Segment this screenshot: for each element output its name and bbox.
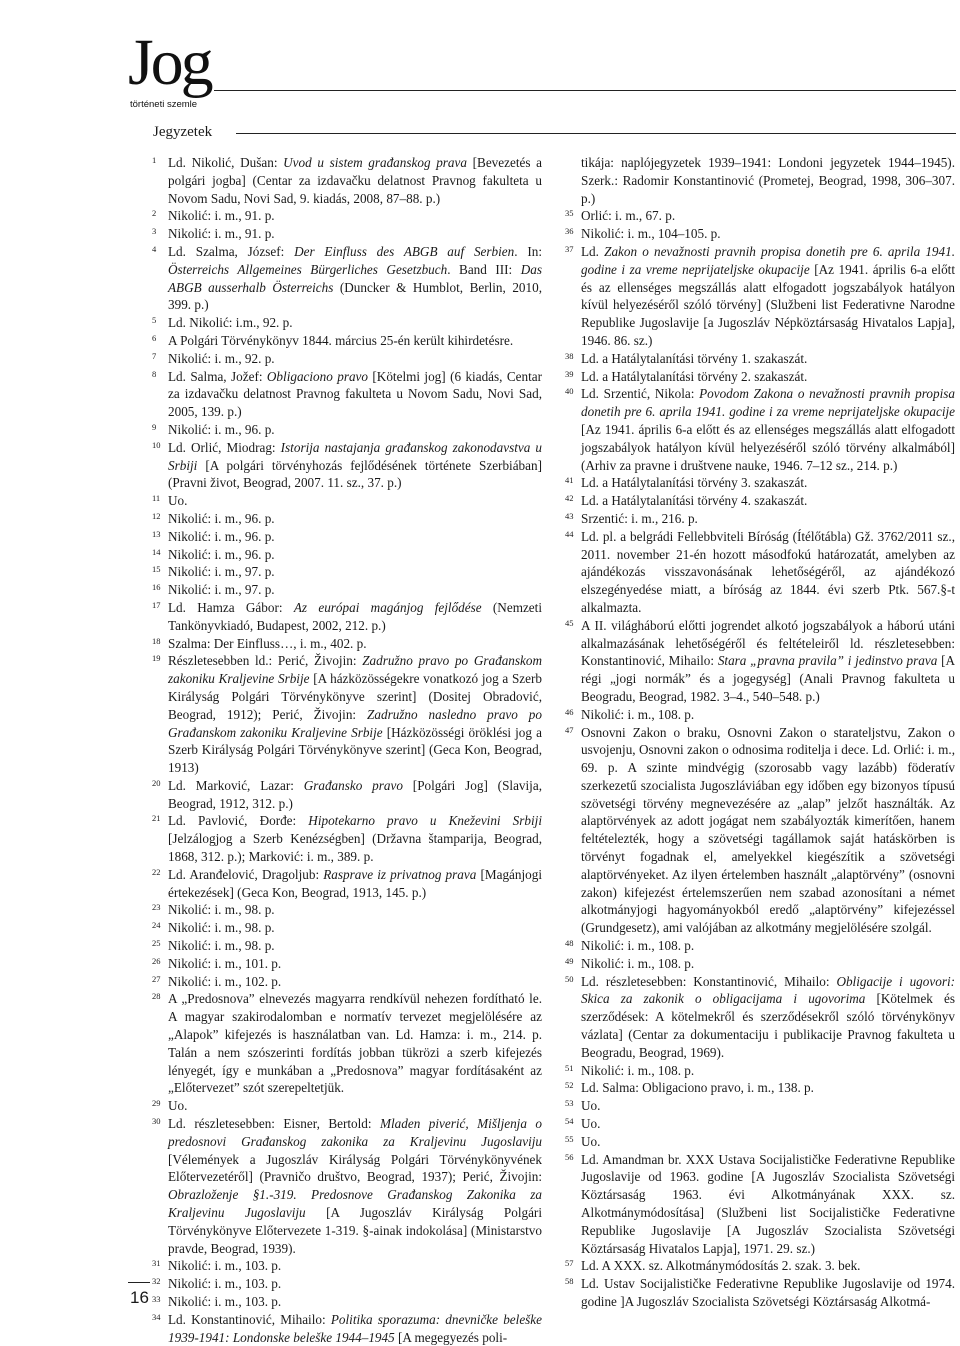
footnote-number: 6	[152, 332, 157, 343]
footnote-text: Uo.	[581, 1116, 601, 1132]
footnote-text: Nikolić: i. m., 108. p.	[581, 938, 695, 954]
footnote	[152, 635, 542, 653]
footnote	[152, 777, 542, 813]
footnote-text: Uo.	[168, 493, 188, 509]
footnote	[565, 510, 955, 528]
footnote	[565, 1151, 955, 1258]
footnote-text: Ld. pl. a belgrádi Fellebbviteli Bíróság (Ítélőtábla) Gž. 3762/2011 sz., 2011. november 21-én hozott másodfokú határozatát, amelyben az ajándékozás visszavonásának lehetőségéről, az ajándékozó elszegényedése miatt, a bíróság az 1844. évi szerb Ptk. 567.§-t alkalmazta.	[581, 528, 955, 615]
footnote-number: 39	[565, 368, 574, 379]
footnote-number: 11	[152, 493, 161, 504]
footnote	[565, 350, 955, 368]
footnote-text: Ld. Zakon o nevažnosti pravnih propisa donetih pre 6. aprila 1941. godine i za vreme neprijateljske okupacije [Az 1941. április 6-a előtt és az ellenséges megszállás alatt elfogadott jogszabályok hatályon kívül helyezéséről szóló törvény] (Službeni list Federativne Narodne Republike Jugoslavije [a Jugoszláv Népköztársaság Hivatalos Lapja], 1946. 86. sz.)	[581, 243, 955, 348]
footnote	[152, 919, 542, 937]
footnote-text: Ld. Amandman br. XXX Ustava Socijalističke Federativne Republike Jugoslavije od 1963. godine [A Jugoszláv Szocialista Szövetségi Köztársaság 1963. évi Alkotmányának XXX. sz. Alkotmánymódosítása] (Službeni list Socijalističke Federativne Republike Jugoslavije [A Jugoszláv Szocialista Szövetségi Köztársaság Hivatalos Lapja], 1971. 29. sz.)	[581, 1151, 955, 1256]
footnote-text: Nikolić: i. m., 101. p.	[168, 955, 282, 971]
footnote-number: 30	[152, 1116, 161, 1127]
footnote-number: 49	[565, 955, 574, 966]
footnote-number: 36	[565, 226, 574, 237]
footnote-number: 35	[565, 208, 574, 219]
journal-logo-title: Jog	[128, 26, 211, 99]
footnote-number: 21	[152, 813, 161, 824]
footnote	[152, 812, 542, 865]
footnote	[152, 314, 542, 332]
footnote-number: 2	[152, 208, 157, 219]
footnote	[152, 1311, 542, 1346]
footnote-text: Nikolić: i. m., 92. p.	[168, 350, 275, 366]
footnote	[565, 207, 955, 225]
footnote	[565, 1097, 955, 1115]
footnote-number: 37	[565, 243, 574, 254]
journal-masthead	[128, 26, 248, 110]
footnote-number: 34	[152, 1311, 161, 1322]
footnote-text: Ld. a Hatálytalanítási törvény 2. szakaszát.	[581, 368, 808, 384]
footnote	[565, 1257, 955, 1275]
footnote-number: 24	[152, 920, 161, 931]
footnote-text: Ld. a Hatálytalanítási törvény 4. szakaszát.	[581, 493, 808, 509]
footnote-text: Nikolić: i. m., 98. p.	[168, 920, 275, 936]
footnote-text: Orlić: i. m., 67. p.	[581, 208, 676, 224]
footnote	[565, 955, 955, 973]
footnote-text: Nikolić: i. m., 91. p.	[168, 208, 275, 224]
footnote	[152, 901, 542, 919]
footnote-number: 42	[565, 493, 574, 504]
footnote-number: 33	[152, 1294, 161, 1304]
footnote-text: A „Predosnova” elnevezés magyarra rendkívül nehezen fordítható le. A magyar szakirodalomban e normatív tervezet megjelölésére az „Alapok” kifejezés is használatban van. Ld. Hamza: i. m., 214. p. Talán a nem szószerinti fordítás jobban tükrözi a szerb kifejezés lényegét, így e munkában a „Predosnova” magyar fordításaként az „Előtervezet” szót szerepeltetjük.	[168, 991, 542, 1096]
footnote-number: 22	[152, 866, 161, 877]
section-rule	[236, 133, 956, 134]
footnote	[152, 973, 542, 991]
footnote	[565, 368, 955, 386]
footnote-text: Ld. Salma, Jožef: Obligaciono pravo [Kötelmi jog] (6 kiadás, Centar za izdavačku delatnost Pravnog fakulteta u Novom Sadu, Novi Sad, 2005, 139. p.)	[168, 368, 542, 420]
footnote	[565, 385, 955, 474]
notes-column-left	[152, 154, 542, 1346]
footnote-number: 31	[152, 1258, 161, 1269]
footnote-number: 26	[152, 955, 161, 966]
footnote-number: 44	[565, 528, 574, 539]
footnote-text: Nikolić: i. m., 108. p.	[581, 1062, 695, 1078]
footnote	[565, 1062, 955, 1080]
footnote	[152, 421, 542, 439]
footnote-number: 18	[152, 635, 161, 646]
footnote-number: 50	[565, 973, 574, 984]
footnote-number: 12	[152, 510, 161, 521]
footnote	[152, 243, 542, 314]
footnote	[152, 581, 542, 599]
footnote	[152, 937, 542, 955]
footnote-number: 56	[565, 1151, 574, 1162]
footnote-text: Nikolić: i. m., 103. p.	[168, 1258, 282, 1274]
footnote	[152, 1293, 542, 1311]
footnote-text: Nikolić: i. m., 98. p.	[168, 938, 275, 954]
footnote	[152, 368, 542, 421]
footnote	[152, 207, 542, 225]
footnote-number: 25	[152, 938, 161, 949]
footnote-number: 47	[565, 724, 574, 735]
footnote-text: Részletesebben ld.: Perić, Živojin: Zadružno pravo po Građanskom zakoniku Kraljevine Srbije [A házközösségekre vonatkozó jog a Szerb Királyság Polgári Törvénykönyve szerint] (Dositej Obradović, Beograd, 1912); Perić, Živojin: Zadružno nasledno pravo po Građanskom zakoniku Kraljevine Srbije [Házközösségi öröklési jog a Szerb Királyság Polgári Törvénykönyve szerint] (Geca Kon, Beograd, 1913)	[168, 653, 542, 776]
footnote-number: 5	[152, 315, 157, 326]
footnote	[152, 599, 542, 635]
footnote-text: Ld. a Hatálytalanítási törvény 1. szakaszát.	[581, 350, 808, 366]
footnote-text: Uo.	[581, 1098, 601, 1114]
footnote-number: 23	[152, 902, 161, 913]
footnote-number: 19	[152, 653, 161, 664]
footnote-number: 53	[565, 1098, 574, 1109]
footnote-text: Nikolić: i. m., 96. p.	[168, 510, 275, 526]
footnote	[565, 937, 955, 955]
footnote	[152, 1115, 542, 1257]
footnote-text: Nikolić: i. m., 97. p.	[168, 582, 275, 598]
section-title: Jegyzetek	[153, 124, 213, 140]
footnote-text: Nikolić: i. m., 108. p.	[581, 955, 695, 971]
footnote-number: 20	[152, 777, 161, 788]
footnote-number: 27	[152, 973, 161, 984]
footnote	[565, 528, 955, 617]
footnote-text: Nikolić: i. m., 96. p.	[168, 546, 275, 562]
footnote-text: A II. világháború előtti jogrendet alkotó jogszabályok a háború utáni alkalmazásának lehetőségéről és feltételeiről ld. részletesebben: Konstantinović, Mihailo: Stara „pravna pravila” i jedinstvo prava [A régi „jogi normák” és a jogegység] (Anali Pravnog fakulteta u Beogradu, Beograd, 1982. 3–4., 540–548. p.)	[581, 617, 955, 704]
footnote	[152, 225, 542, 243]
header-rule	[214, 90, 956, 91]
footnote-number: 13	[152, 528, 161, 539]
footnote-text: Ld. Ustav Socijalističke Federativne Republike Jugoslavije od 1974. godine ]A Jugoszláv Szocialista Szövetségi Köztársaság Alkotmá-	[581, 1276, 955, 1309]
footnote	[565, 1079, 955, 1097]
footnote	[152, 439, 542, 492]
footnote-number: 28	[152, 991, 161, 1002]
footnote	[152, 652, 542, 777]
footnote-text: Nikolić: i. m., 96. p.	[168, 421, 275, 437]
footnote-number: 48	[565, 938, 574, 949]
footnote-text: Nikolić: i. m., 102. p.	[168, 973, 282, 989]
footnote	[565, 617, 955, 706]
footnote-number: 57	[565, 1258, 574, 1269]
footnote-number: 38	[565, 350, 574, 361]
footnote-text: Ld. részletesebben: Konstantinović, Mihailo: Obligacije i ugovori: Skica za zakonik o obligacijama i ugovorima [Kötelmek és szerződések: A kötelmekről és szerződésekről szóló törvénykönyv vázlata] (Centar za dokumentaciju i publikacije Pravnog fakulteta u Beogradu, Beograd, 1969).	[581, 973, 956, 1060]
footnote-text: Osnovni Zakon o braku, Osnovni Zakon o starateljstvu, Zakon o usvojenju, Osnovni zakon o odnosima roditelja i dece. Ld. Orlić: i. m., 69. p. A szinte mindvégig (szorosabb vagy lazább) föderatív szerkezetű szocialista Jugoszláviában egy időben egy bizonyos típusú szövetségi törvény megnevezésére az „alap” jelzőt használták. Az alaptörvények az adott jogágat nem szabályozták kimerítően, hanem feltételezték, hogy a szövetségi tagállamok saját hatáskörben is törvényt fogadnak el, amelyekkel kiegészítik a szövetségi alaptörvényeket. Az ilyen értelemben használt „alaptörvény” (osnovni zakon) kifejezést értelemszerűen nem szabad azonosítani a német alkotmányjogi hagyományokból eredő „alaptörvény” kifejezéssel (Grundgesetz), ami valójában az alkotmány megjelölésére szolgál.	[581, 724, 955, 936]
footnote	[565, 243, 955, 350]
footnote-text: Srzentić: i. m., 216. p.	[581, 510, 698, 526]
footnote-number: 17	[152, 599, 161, 610]
footnote-text: Ld. Salma: Obligaciono pravo, i. m., 138. p.	[581, 1080, 814, 1096]
footnote-text: Ld. Hamza Gábor: Az európai magánjog fejlődése (Nemzeti Tankönyvkiadó, Budapest, 2002, 212. p.)	[168, 599, 542, 633]
footnote-text: Nikolić: i. m., 96. p.	[168, 528, 275, 544]
footnote	[152, 866, 542, 902]
footnote-text: Ld. Pavlović, Đorđe: Hipotekarno pravo u Kneževini Srbiji [Jelzálogjog a Szerb Kenézségben] (Državna štamparija, Beograd, 1868, 312. p.); Marković: i. m., 389. p.	[168, 813, 542, 865]
footnote-number: 43	[565, 510, 574, 521]
footnote	[152, 492, 542, 510]
footnote-text: Ld. Nikolić, Dušan: Uvod u sistem građanskog prava [Bevezetés a polgári jogba] (Centar za izdavačku delatnost Pravnog fakulteta u Novom Sadu, Novi Sad, 9. kiadás, 2008, 87–88. p.)	[168, 155, 543, 206]
footnote	[565, 724, 955, 938]
footnote-number: 29	[152, 1098, 161, 1109]
footnote	[565, 1133, 955, 1151]
page-number: 16	[130, 1288, 149, 1307]
footnote-number: 52	[565, 1080, 574, 1091]
footnote-number: 41	[565, 475, 574, 486]
footnote-text: Ld. Srzentić, Nikola: Povodom Zakona o nevažnosti pravnih propisa donetih pre 6. aprila 1941. godine i za vreme neprijateljske okupacije [Az 1941. április 6-a előtt és az ellenséges megszállás alatt elfogadott jogszabályok hatályon kívül helyezéséről szóló törvény alkalmából] (Arhiv za pravne i društvene nauke, 1946. 7–12 sz., 214. p.)	[581, 386, 955, 473]
footnote-text: Nikolić: i. m., 108. p.	[581, 706, 695, 722]
footnote-text: Ld. részletesebben: Eisner, Bertold: Mladen piverić, Mišljenja o predosnovi Građanskog zakonika za Kraljevinu Jugoslaviju [Vélemények a Jugoszláv Királyság Polgári Törvénykönyvének Előtervezetéről] (Pravničo društvo, Beograd, 1937); Perić, Živojin: Obrazloženje §1.-319. Predosnove Građanskog Zakonika za Kraljevinu Jugoslaviju [A Jugoszláv Királyság Polgári Törvénykönyve Előtervezete 1-319. §-ainak indokolása] (Ministarstvo pravde, Beograd, 1939).	[168, 1116, 542, 1256]
footnote	[565, 474, 955, 492]
footnote-text: Ld. A XXX. sz. Alkotmánymódosítás 2. szak. 3. bek.	[581, 1258, 861, 1274]
footnote	[565, 706, 955, 724]
footnote	[152, 528, 542, 546]
footnote-number: 10	[152, 439, 161, 450]
footnote-text: Ld. Konstantinović, Mihailo: Politika sporazuma: dnevničke beleške 1939-1941: Londonske beleške 1944–1945 [A megegyezés poli-	[168, 1311, 543, 1345]
footnote-number: 51	[565, 1062, 574, 1073]
footnote-number: 7	[152, 350, 157, 361]
footnote-number: 16	[152, 582, 161, 593]
footnote	[565, 973, 955, 1062]
footnote-number: 1	[152, 155, 157, 165]
footnote-number: 58	[565, 1276, 574, 1287]
footnote-number: 46	[565, 706, 574, 717]
footnote	[565, 225, 955, 243]
journal-logo-subtitle: történeti szemle	[130, 99, 198, 110]
footnote-number: 8	[152, 368, 157, 379]
footnote	[565, 1115, 955, 1133]
footnote-text: Ld. Aranđelović, Dragoljub: Rasprave iz privatnog prava [Magánjogi értekezések] (Geca Kon, Beograd, 1913, 145. p.)	[168, 866, 542, 900]
footnote-text: Nikolić: i. m., 98. p.	[168, 902, 275, 918]
footnote-text: tikája: naplójegyzetek 1939–1941: Londoni jegyzetek 1944–1945). Szerk.: Radomir Konstantinović (Prometej, Beograd, 1998, 306–307. p.)	[581, 155, 955, 206]
footnote	[152, 332, 542, 350]
footnote-number: 32	[152, 1276, 161, 1287]
footnote	[152, 154, 542, 207]
footnote-text: Nikolić: i. m., 104–105. p.	[581, 226, 721, 242]
footnote	[152, 1097, 542, 1115]
footnote	[152, 1257, 542, 1275]
footnote-text: Ld. Nikolić: i.m., 92. p.	[168, 315, 293, 331]
footnote-text: Szalma: Der Einfluss…, i. m., 402. p.	[168, 635, 367, 651]
footnote-text: Nikolić: i. m., 103. p.	[168, 1294, 282, 1309]
footnote-text: Uo.	[168, 1098, 188, 1114]
footnote	[152, 546, 542, 564]
footnote	[565, 154, 955, 207]
footnote-number: 45	[565, 617, 574, 628]
footnote-text: Ld. Szalma, József: Der Einfluss des ABGB auf Serbien. In: Österreichs Allgemeines Bürgerliches Gesetzbuch. Band III: Das ABGB ausserhalb Österreichs (Duncker & Humblot, Berlin, 2010, 399. p.)	[168, 243, 542, 313]
page-number-rule	[128, 1282, 150, 1283]
footnote-number: 9	[152, 421, 157, 432]
footnote-text: Uo.	[581, 1133, 601, 1149]
footnote	[152, 563, 542, 581]
footnote-text: Nikolić: i. m., 91. p.	[168, 226, 275, 242]
footnote-number: 55	[565, 1133, 574, 1144]
footnote-text: Nikolić: i. m., 103. p.	[168, 1276, 282, 1292]
footnote-text: A Polgári Törvénykönyv 1844. március 25-én került kihirdetésre.	[168, 332, 514, 348]
footnote-text: Nikolić: i. m., 97. p.	[168, 564, 275, 580]
footnote-number: 40	[565, 386, 574, 397]
footnote	[565, 492, 955, 510]
footnote	[152, 1275, 542, 1293]
footnote	[152, 990, 542, 1097]
footnote-text: Ld. Orlić, Miodrag: Istorija nastajanja građanskog zakonodavstva u Srbiji [A polgári törvényhozás fejlődésének története Szerbiában] (Pravni život, Beograd, 2007. 11. sz., 37. p.)	[168, 439, 542, 491]
footnote-number: 14	[152, 546, 161, 557]
footnote	[152, 350, 542, 368]
footnote-number: 15	[152, 564, 161, 575]
footnote-text: Ld. Marković, Lazar: Građansko pravo [Polgári Jog] (Slavija, Beograd, 1912, 312. p.)	[168, 777, 542, 811]
footnote	[152, 955, 542, 973]
footnote	[152, 510, 542, 528]
footnote-text: Ld. a Hatálytalanítási törvény 3. szakaszát.	[581, 475, 808, 491]
footnote-number: 54	[565, 1116, 574, 1127]
notes-column-right	[565, 154, 955, 1311]
footnote-number: 4	[152, 243, 157, 254]
footnote	[565, 1275, 955, 1311]
footnote-number: 3	[152, 226, 157, 237]
